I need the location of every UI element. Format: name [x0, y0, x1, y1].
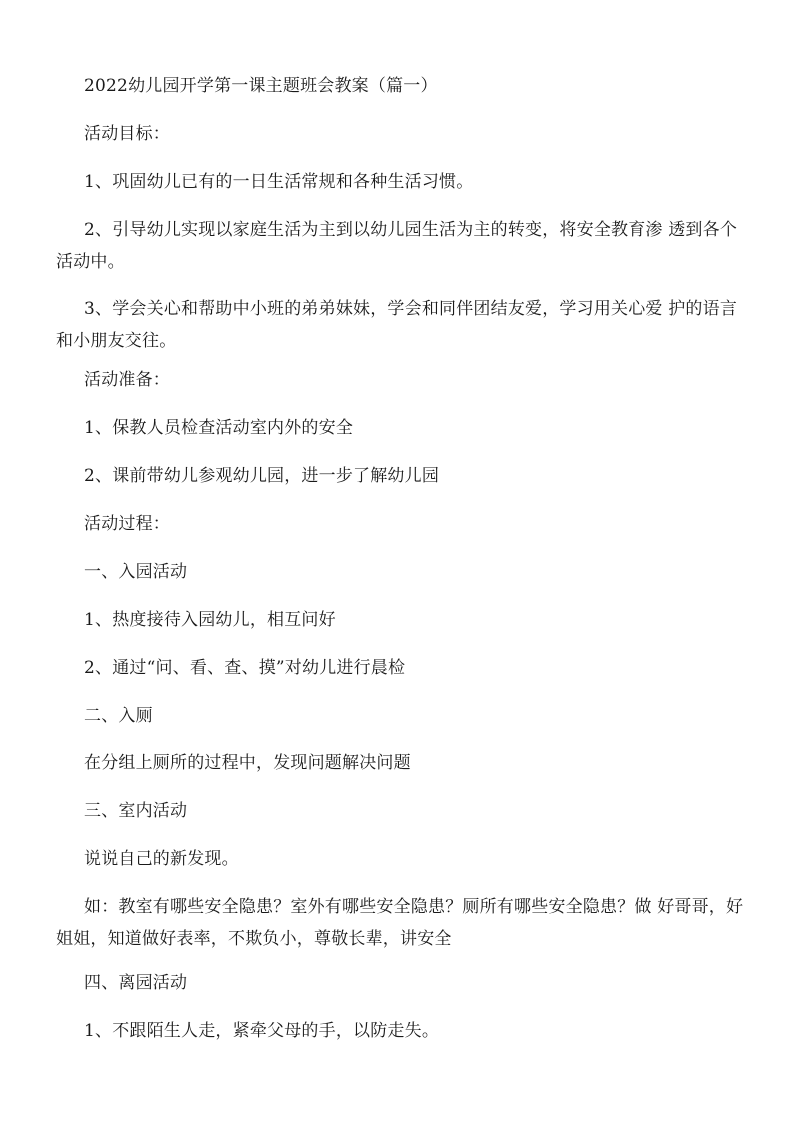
paragraph: 3、学会关心和帮助中小班的弟弟妹妹，学会和同伴团结友爱，学习用关心爱 护的语言和小朋友交往。	[56, 299, 738, 351]
paragraph: 1、不跟陌生人走，紧牵父母的手，以防走失。	[84, 1021, 440, 1041]
paragraph: 2、引导幼儿实现以家庭生活为主到以幼儿园生活为主的转变，将安全教育渗 透到各个活动中。	[56, 220, 738, 272]
paragraph: 说说自己的新发现。	[84, 849, 239, 869]
paragraph: 1、热度接待入园幼儿，相互问好	[84, 610, 336, 630]
paragraph: 2、课前带幼儿参观幼儿园，进一步了解幼儿园	[84, 466, 440, 486]
paragraph: 如：教室有哪些安全隐患？室外有哪些安全隐患？厕所有哪些安全隐患？做 好哥哥，好姐姐，知道做好表率，不欺负小，尊敬长辈，讲安全	[56, 897, 744, 949]
paragraph: 1、巩固幼儿已有的一日生活常规和各种生活习惯。	[84, 172, 474, 192]
paragraph: 1、保教人员检查活动室内外的安全	[84, 418, 354, 438]
section-heading-process: 活动过程：	[84, 514, 170, 534]
section-heading-goals: 活动目标：	[84, 124, 170, 144]
paragraph: 在分组上厕所的过程中，发现问题解决问题	[84, 753, 411, 773]
paragraph: 2、通过“问、看、查、摸”对幼儿进行晨检	[84, 658, 406, 678]
subsection-heading: 二、入厕	[84, 706, 153, 726]
subsection-heading: 三、室内活动	[84, 801, 188, 821]
subsection-heading: 四、离园活动	[84, 973, 188, 993]
document-title: 2022幼儿园开学第一课主题班会教案（篇一）	[84, 76, 438, 96]
subsection-heading: 一、入园活动	[84, 562, 188, 582]
section-heading-preparation: 活动准备：	[84, 370, 170, 390]
